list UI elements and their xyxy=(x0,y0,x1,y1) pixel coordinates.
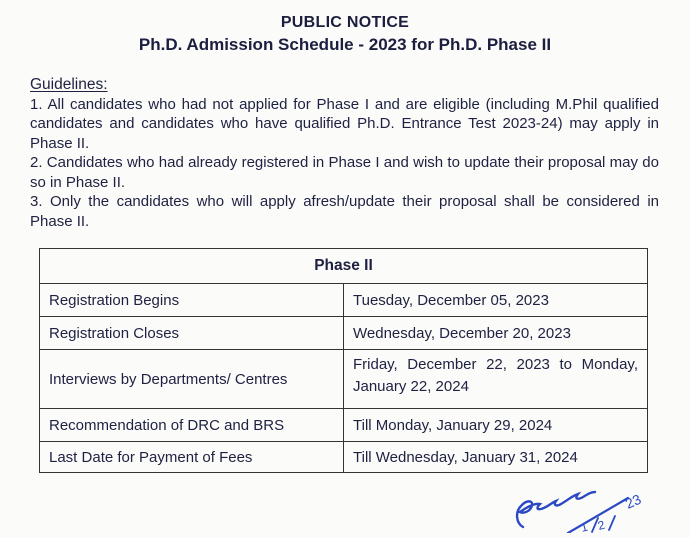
guidelines-heading: Guidelines: xyxy=(30,76,108,93)
schedule-row-label: Last Date for Payment of Fees xyxy=(40,442,344,473)
table-header-row xyxy=(40,249,648,284)
guidelines-section xyxy=(30,75,659,231)
schedule-row-value: Wednesday, December 20, 2023 xyxy=(344,317,648,350)
date-digit-1: 1 xyxy=(579,519,590,533)
schedule-row-value: Till Wednesday, January 31, 2024 xyxy=(344,442,648,473)
table-row xyxy=(40,317,648,350)
schedule-row-value: Till Monday, January 29, 2024 xyxy=(344,409,648,442)
table-row xyxy=(40,284,648,317)
handwritten-signature xyxy=(510,487,680,533)
signature-ink xyxy=(510,487,680,533)
notice-subtitle: Ph.D. Admission Schedule - 2023 for Ph.D. Phase II xyxy=(138,35,552,54)
date-digit-2: 2 xyxy=(596,517,607,533)
guideline-item-2: 2. Candidates who had already registered in Phase I and wish to update their proposal may do so in Phase II. xyxy=(30,154,659,191)
date-year: 23 xyxy=(622,490,644,512)
notice-title: PUBLIC NOTICE xyxy=(280,14,410,31)
schedule-row-value: Tuesday, December 05, 2023 xyxy=(344,284,648,317)
schedule-row-label: Recommendation of DRC and BRS xyxy=(40,409,344,442)
schedule-row-value: Friday, December 22, 2023 to Monday, January 22, 2024 xyxy=(344,350,648,409)
schedule-row-label: Registration Closes xyxy=(40,317,344,350)
table-row xyxy=(40,409,648,442)
schedule-table xyxy=(39,248,648,473)
date-slash-2 xyxy=(609,516,615,530)
schedule-row-label: Registration Begins xyxy=(40,284,344,317)
table-row xyxy=(40,350,648,409)
guideline-item-1: 1. All candidates who had not applied for Phase I and are eligible (including M.Phil qualified candidates and candidates who have qualified Ph.D. Entrance Test 2023-24) may apply in Phase II. xyxy=(30,95,659,152)
table-header-phase: Phase II xyxy=(40,249,648,284)
guideline-item-3: 3. Only the candidates who will apply afresh/update their proposal shall be considered in Phase II. xyxy=(30,193,659,230)
schedule-row-label: Interviews by Departments/ Centres xyxy=(40,350,344,409)
table-row xyxy=(40,442,648,473)
